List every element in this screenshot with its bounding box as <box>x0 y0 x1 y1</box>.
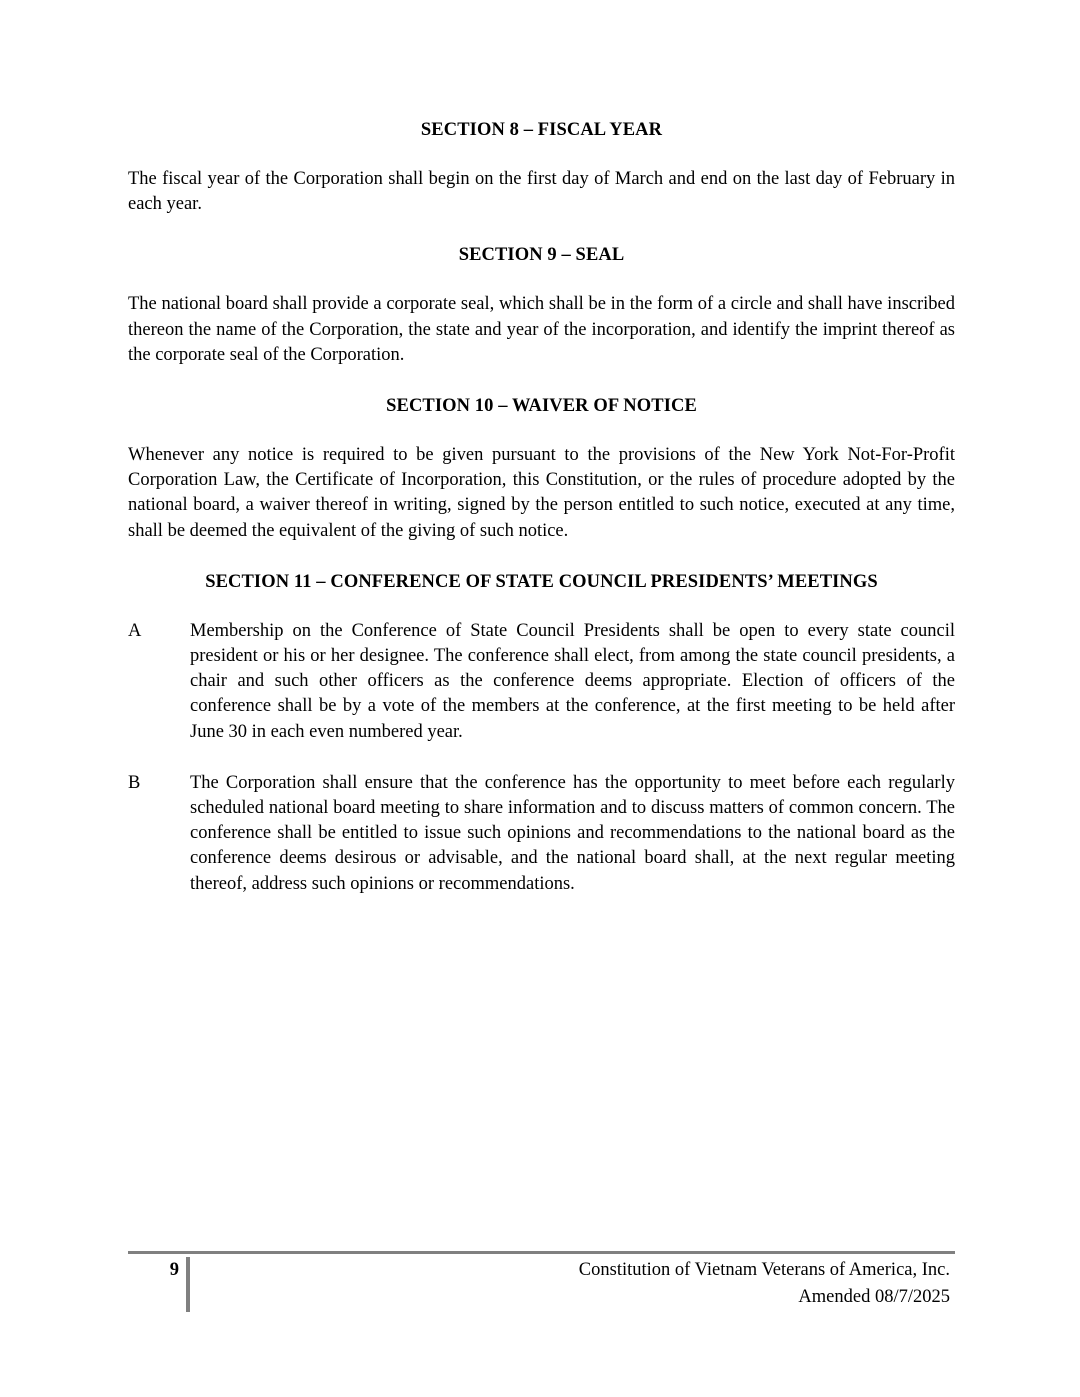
spacer <box>128 217 955 243</box>
lettered-item-b <box>128 771 955 897</box>
section-10-paragraph-1: Whenever any notice is required to be given pursuant to the provisions of the New York Not-For-Profit Corporation Law, the Certificate of Incorporation, this Constitution, or the rules of procedure adopted by the national board, a waiver thereof in writing, signed by the person entitled to such notice, executed at any time, shall be deemed the equivalent of the giving of such notice. <box>128 445 955 541</box>
spacer <box>128 368 955 394</box>
page-footer <box>128 1251 955 1312</box>
footer-document-info <box>190 1257 955 1311</box>
item-marker-b: B <box>128 772 141 793</box>
section-heading-10: SECTION 10 – WAIVER OF NOTICE <box>386 396 697 417</box>
section-9-paragraph-1: The national board shall provide a corporate seal, which shall be in the form of a circle and shall have inscribed thereon the name of the Corporation, the state and year of the incorporation, and identify the imprint thereof as the corporate seal of the Corporation. <box>128 294 955 365</box>
footer-amended-line: Amended 08/7/2025 <box>798 1287 950 1307</box>
section-8-paragraph-1: The fiscal year of the Corporation shall begin on the first day of March and end on the last day of February in each year. <box>128 169 955 215</box>
document-body <box>128 118 955 897</box>
spacer <box>128 419 955 443</box>
item-text-b: The Corporation shall ensure that the conference has the opportunity to meet before each regularly scheduled national board meeting to share information and to discuss matters of common concern. The conference shall be entitled to issue such opinions and recommendations to the national board as the conference deems desirous or advisable, and the national board shall, at the next regular meeting thereof, address such opinions or recommendations. <box>190 772 955 894</box>
page-number: 9 <box>169 1260 179 1280</box>
section-heading-8: SECTION 8 – FISCAL YEAR <box>420 120 663 140</box>
spacer <box>128 268 955 292</box>
spacer <box>128 143 955 167</box>
section-heading-11: SECTION 11 – CONFERENCE OF STATE COUNCIL PRESIDENTS’ MEETINGS <box>205 571 878 592</box>
lettered-item-a <box>128 619 955 745</box>
spacer <box>128 544 955 570</box>
item-marker-a: A <box>128 620 142 641</box>
footer-title-line: Constitution of Vietnam Veterans of America, Inc. <box>578 1260 950 1280</box>
item-text-a: Membership on the Conference of State Council Presidents shall be open to every state council president or his or her designee. The conference shall elect, from among the state council presidents, a chair and such other officers as the conference deems appropriate. Election of officers of the conference shall be by a vote of the members at the conference, at the first meeting to be held after June 30 in each even numbered year. <box>190 620 955 742</box>
section-heading-9: SECTION 9 – SEAL <box>458 245 625 266</box>
footer-content <box>128 1254 955 1312</box>
spacer <box>128 745 955 771</box>
spacer <box>128 595 955 619</box>
